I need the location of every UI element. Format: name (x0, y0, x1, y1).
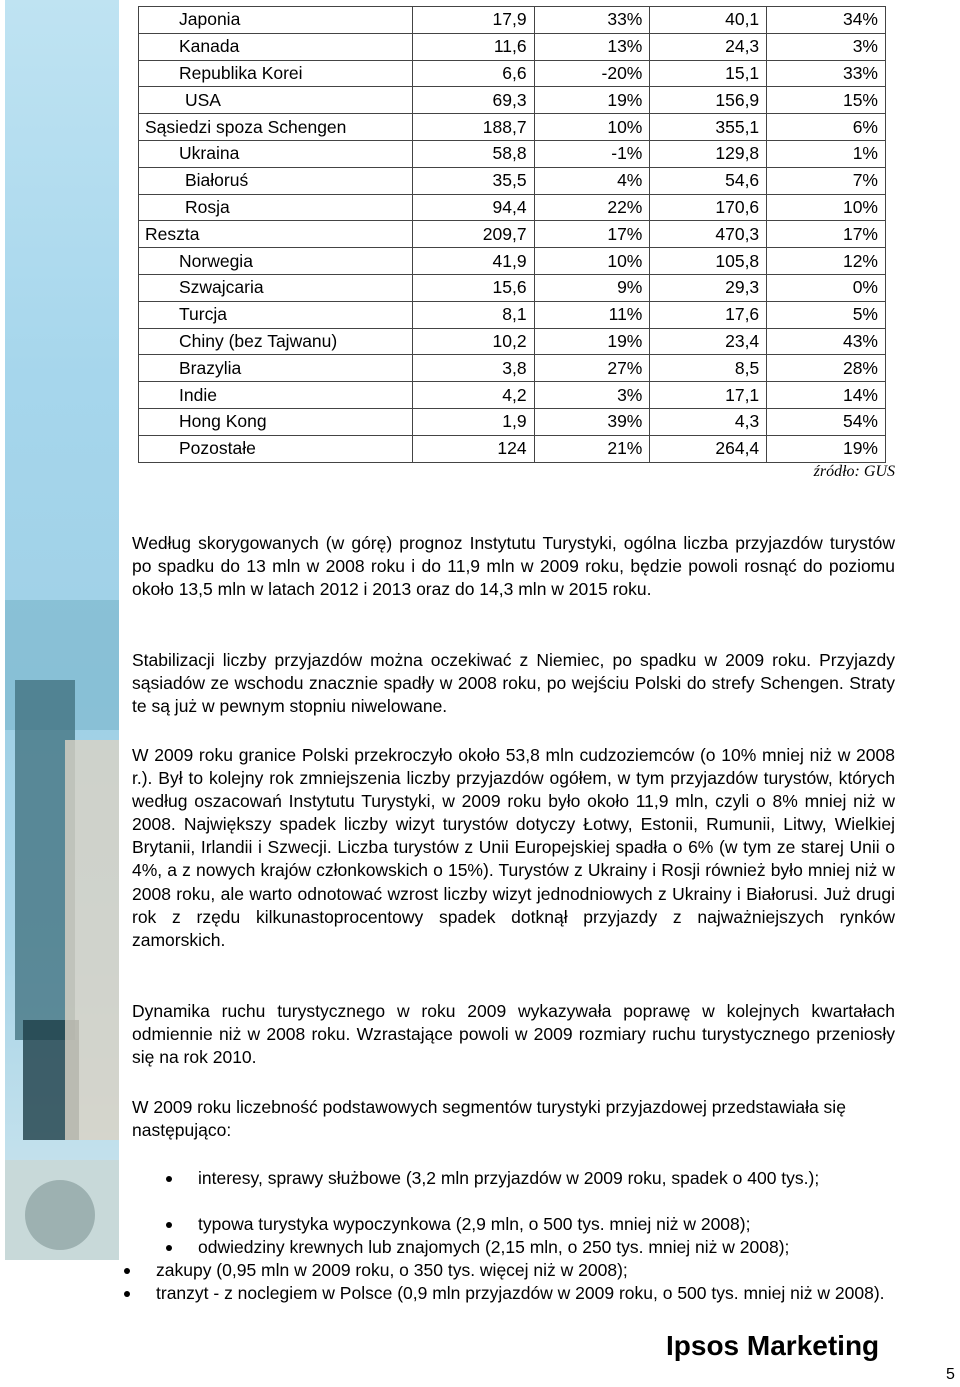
share-cell: 6% (767, 114, 886, 141)
country-label: Kanada (139, 33, 413, 60)
country-label: Indie (139, 382, 413, 409)
value-total-cell: 24,3 (650, 33, 767, 60)
value-2009-cell: 6,6 (412, 60, 534, 87)
table-row (139, 60, 886, 87)
change-2009-cell: 22% (534, 194, 650, 221)
value-2009-cell: 35,5 (412, 167, 534, 194)
value-total-cell: 4,3 (650, 408, 767, 435)
change-2009-cell: 4% (534, 167, 650, 194)
change-2009-cell: 19% (534, 328, 650, 355)
bullet-item: tranzyt - z noclegiem w Polsce (0,9 mln przyjazdów w 2009 roku, o 500 tys. mniej niż w 2008). (156, 1282, 886, 1305)
value-total-cell: 54,6 (650, 167, 767, 194)
country-label: Szwajcaria (139, 274, 413, 301)
bullet-item: zakupy (0,95 mln w 2009 roku, o 350 tys. więcej niż w 2008); (156, 1259, 896, 1282)
country-label: Białoruś (139, 167, 413, 194)
value-2009-cell: 10,2 (412, 328, 534, 355)
value-total-cell: 156,9 (650, 87, 767, 114)
table-row (139, 221, 886, 248)
value-2009-cell: 94,4 (412, 194, 534, 221)
change-2009-cell: 9% (534, 274, 650, 301)
value-total-cell: 40,1 (650, 7, 767, 34)
change-2009-cell: 11% (534, 301, 650, 328)
country-label: Rosja (139, 194, 413, 221)
change-2009-cell: 21% (534, 435, 650, 462)
change-2009-cell: 19% (534, 87, 650, 114)
bullet-item: typowa turystyka wypoczynkowa (2,9 mln, o 500 tys. mniej niż w 2008); (198, 1213, 898, 1236)
share-cell: 17% (767, 221, 886, 248)
value-2009-cell: 3,8 (412, 355, 534, 382)
change-2009-cell: 39% (534, 408, 650, 435)
value-2009-cell: 58,8 (412, 140, 534, 167)
share-cell: 34% (767, 7, 886, 34)
share-cell: 28% (767, 355, 886, 382)
value-2009-cell: 11,6 (412, 33, 534, 60)
share-cell: 12% (767, 248, 886, 275)
share-cell: 7% (767, 167, 886, 194)
value-total-cell: 264,4 (650, 435, 767, 462)
table-row (139, 140, 886, 167)
table-row (139, 382, 886, 409)
country-label: Japonia (139, 7, 413, 34)
change-2009-cell: -20% (534, 60, 650, 87)
value-2009-cell: 69,3 (412, 87, 534, 114)
change-2009-cell: -1% (534, 140, 650, 167)
share-cell: 33% (767, 60, 886, 87)
bullet-item: odwiedziny krewnych lub znajomych (2,15 mln, o 250 tys. mniej niż w 2008); (198, 1236, 898, 1259)
table-row (139, 114, 886, 141)
value-total-cell: 15,1 (650, 60, 767, 87)
share-cell: 5% (767, 301, 886, 328)
value-total-cell: 8,5 (650, 355, 767, 382)
paragraph-2009-arrivals: W 2009 roku granice Polski przekroczyło około 53,8 mln cudzoziemców (o 10% mniej niż w 2008 r.). Był to kolejny rok zmniejszenia liczby przyjazdów ogółem, w tym przyjazdów turystów, których według oszacowań Instytutu Turystyki, w 2009 roku było około 11,9 mln, czyli o 8% mniej niż w 2008. Największy spadek liczby wizyt turystów dotyczy Łotwy, Estonii, Rumunii, Litwy, Wielkiej Brytanii, Irlandii i Szwecji. Liczba turystów z Unii Europejskiej spadła o 6% (w tym ze starej Unii o 4%, a z nowych krajów członkowskich o 15%). Turystów z Ukrainy i Rosji również było mniej niż w 2008 roku, ale warto odnotować wzrost liczby wizyt jednodniowych z Ukrainy i Białorusi. Już drugi rok z rzędu kilkunastoprocentowy spadek dotknął przyjazdy z najważniejszych rynków zamorskich. (132, 745, 895, 950)
country-label: Hong Kong (139, 408, 413, 435)
change-2009-cell: 10% (534, 114, 650, 141)
value-2009-cell: 1,9 (412, 408, 534, 435)
share-cell: 14% (767, 382, 886, 409)
country-label: Republika Korei (139, 60, 413, 87)
table-row (139, 33, 886, 60)
page-number: 5 (946, 1366, 955, 1383)
country-label: Chiny (bez Tajwanu) (139, 328, 413, 355)
country-label: USA (139, 87, 413, 114)
value-2009-cell: 4,2 (412, 382, 534, 409)
table-source-note: źródło: GUS (813, 463, 895, 480)
country-label: Brazylia (139, 355, 413, 382)
value-total-cell: 105,8 (650, 248, 767, 275)
country-label: Norwegia (139, 248, 413, 275)
share-cell: 15% (767, 87, 886, 114)
change-2009-cell: 13% (534, 33, 650, 60)
table-row (139, 328, 886, 355)
value-2009-cell: 17,9 (412, 7, 534, 34)
table-row (139, 274, 886, 301)
value-total-cell: 17,1 (650, 382, 767, 409)
paragraph-stabilization: Stabilizacji liczby przyjazdów można oczekiwać z Niemiec, po spadku w 2009 roku. Przyjazdy sąsiadów ze wschodu znacznie spadły w 2008 roku, po wejściu Polski do strefy Schengen. Straty te są już w pewnym stopniu niwelowane. (132, 650, 895, 717)
share-cell: 54% (767, 408, 886, 435)
change-2009-cell: 3% (534, 382, 650, 409)
country-label: Reszta (139, 221, 413, 248)
tourism-arrivals-table (138, 6, 886, 463)
value-2009-cell: 41,9 (412, 248, 534, 275)
value-total-cell: 355,1 (650, 114, 767, 141)
paragraph-segments-intro: W 2009 roku liczebność podstawowych segmentów turystyki przyjazdowej przedstawiała się następująco: (132, 1097, 846, 1141)
value-2009-cell: 15,6 (412, 274, 534, 301)
table-row (139, 408, 886, 435)
share-cell: 43% (767, 328, 886, 355)
value-total-cell: 29,3 (650, 274, 767, 301)
share-cell: 1% (767, 140, 886, 167)
change-2009-cell: 17% (534, 221, 650, 248)
country-label: Pozostałe (139, 435, 413, 462)
decorative-side-image (5, 0, 119, 1260)
table-row (139, 167, 886, 194)
country-label: Sąsiedzi spoza Schengen (139, 114, 413, 141)
value-2009-cell: 124 (412, 435, 534, 462)
table-row (139, 301, 886, 328)
change-2009-cell: 27% (534, 355, 650, 382)
table-row (139, 7, 886, 34)
value-2009-cell: 209,7 (412, 221, 534, 248)
paragraph-forecast: Według skorygowanych (w górę) prognoz Instytutu Turystyki, ogólna liczba przyjazdów turystów po spadku do 13 mln w 2008 roku i do 11,9 mln w 2009 roku, będzie powoli rosnąć do poziomu około 13,5 mln w latach 2012 i 2013 oraz do 14,3 mln w 2015 roku. (132, 533, 895, 600)
value-2009-cell: 8,1 (412, 301, 534, 328)
table-row (139, 87, 886, 114)
table-row (139, 248, 886, 275)
value-total-cell: 470,3 (650, 221, 767, 248)
table-row (139, 435, 886, 462)
country-label: Turcja (139, 301, 413, 328)
share-cell: 3% (767, 33, 886, 60)
change-2009-cell: 33% (534, 7, 650, 34)
country-label: Ukraina (139, 140, 413, 167)
change-2009-cell: 10% (534, 248, 650, 275)
value-total-cell: 17,6 (650, 301, 767, 328)
bullet-item: interesy, sprawy służbowe (3,2 mln przyjazdów w 2009 roku, spadek o 400 tys.); (198, 1167, 866, 1190)
value-2009-cell: 188,7 (412, 114, 534, 141)
share-cell: 19% (767, 435, 886, 462)
value-total-cell: 129,8 (650, 140, 767, 167)
footer-brand: Ipsos Marketing (666, 1330, 880, 1361)
table-row (139, 355, 886, 382)
table-row (139, 194, 886, 221)
value-total-cell: 170,6 (650, 194, 767, 221)
value-total-cell: 23,4 (650, 328, 767, 355)
share-cell: 10% (767, 194, 886, 221)
paragraph-dynamics: Dynamika ruchu turystycznego w roku 2009 wykazywała poprawę w kolejnych kwartałach odmiennie niż w 2008 roku. Wzrastające powoli w 2009 rozmiary ruchu turystycznego przeniosły się na rok 2010. (132, 1001, 895, 1068)
share-cell: 0% (767, 274, 886, 301)
